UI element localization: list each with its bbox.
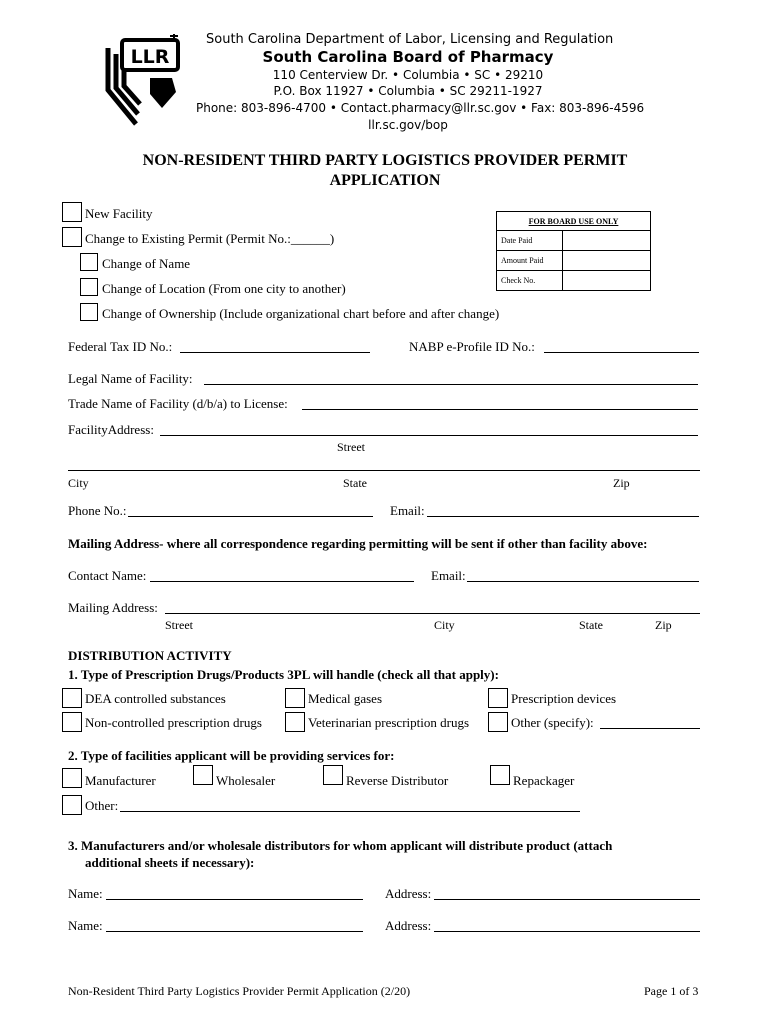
veterinarian-label: Veterinarian prescription drugs <box>308 715 470 730</box>
name2-field[interactable] <box>106 931 363 932</box>
mailing-zip-caption: Zip <box>655 618 672 632</box>
department-name: South Carolina Department of Labor, Licensing and Regulation <box>206 32 614 47</box>
form-title-line2: APPLICATION <box>329 172 441 189</box>
dea-checkbox[interactable] <box>62 688 82 708</box>
legal-name-field[interactable] <box>204 384 698 385</box>
manufacturer-label: Manufacturer <box>85 773 156 788</box>
reverse-distributor-checkbox[interactable] <box>323 765 343 785</box>
facility-city-caption: City <box>68 476 89 490</box>
other-specify-field[interactable] <box>600 728 700 729</box>
amount-paid-cell <box>563 251 651 271</box>
question-3-line1: 3. Manufacturers and/or wholesale distributors for whom applicant will distribute product (attach <box>68 838 613 853</box>
nabp-field[interactable] <box>544 352 699 353</box>
street-address: 110 Centerview Dr. • Columbia • SC • 29210 <box>272 68 544 82</box>
change-existing-label: Change to Existing Permit (Permit No.:______) <box>85 231 335 246</box>
wholesaler-checkbox[interactable] <box>193 765 213 785</box>
wholesaler-label: Wholesaler <box>216 773 276 788</box>
repackager-label: Repackager <box>513 773 575 788</box>
email-label: Email: <box>390 503 425 518</box>
manufacturer-checkbox[interactable] <box>62 768 82 788</box>
prescription-devices-label: Prescription devices <box>511 691 617 706</box>
medical-gases-checkbox[interactable] <box>285 688 305 708</box>
question-1: 1. Type of Prescription Drugs/Products 3PL will handle (check all that apply): <box>68 667 499 682</box>
prescription-devices-checkbox[interactable] <box>488 688 508 708</box>
non-controlled-label: Non-controlled prescription drugs <box>85 715 262 730</box>
legal-name-label: Legal Name of Facility: <box>68 371 193 386</box>
other-specify-label: Other (specify): <box>511 715 594 730</box>
mailing-address-field[interactable] <box>165 613 700 614</box>
board-use-heading: FOR BOARD USE ONLY <box>497 212 651 231</box>
question-2: 2. Type of facilities applicant will be providing services for: <box>68 748 395 763</box>
email-field[interactable] <box>427 516 699 517</box>
mailing-heading: Mailing Address- where all correspondence regarding permitting will be sent if other than facility above: <box>68 536 648 551</box>
contact-name-label: Contact Name: <box>68 568 147 583</box>
address2-field[interactable] <box>434 931 700 932</box>
contact-info: Phone: 803-896-4700 • Contact.pharmacy@llr.sc.gov • Fax: 803-896-4596 <box>196 101 645 115</box>
change-name-label: Change of Name <box>102 256 191 271</box>
mailing-street-caption: Street <box>165 618 193 632</box>
footer-page-number: Page 1 of 3 <box>644 984 699 998</box>
distribution-heading: DISTRIBUTION ACTIVITY <box>68 648 232 663</box>
facility-zip-caption: Zip <box>613 476 630 490</box>
po-box-address: P.O. Box 11927 • Columbia • SC 29211-1927 <box>273 84 543 98</box>
change-name-checkbox[interactable] <box>80 253 98 271</box>
new-facility-checkbox[interactable] <box>62 202 82 222</box>
mailing-city-caption: City <box>434 618 455 632</box>
form-title-line1: NON-RESIDENT THIRD PARTY LOGISTICS PROVIDER PERMIT <box>142 152 628 169</box>
facility-city-state-zip-field[interactable] <box>68 470 700 471</box>
mailing-email-label: Email: <box>431 568 466 583</box>
date-paid-label: Date Paid <box>497 231 563 251</box>
change-location-label: Change of Location (From one city to another) <box>102 281 346 296</box>
other-facility-field[interactable] <box>120 811 580 812</box>
question-3-line2: additional sheets if necessary): <box>85 855 255 870</box>
amount-paid-label: Amount Paid <box>497 251 563 271</box>
other-specify-checkbox[interactable] <box>488 712 508 732</box>
facility-street-caption: Street <box>337 440 365 454</box>
phone-label: Phone No.: <box>68 503 127 518</box>
board-name: South Carolina Board of Pharmacy <box>262 48 554 66</box>
federal-tax-field[interactable] <box>180 352 370 353</box>
new-facility-label: New Facility <box>85 206 153 221</box>
phone-field[interactable] <box>128 516 373 517</box>
other-facility-label: Other: <box>85 798 119 813</box>
check-no-label: Check No. <box>497 271 563 291</box>
address1-label: Address: <box>385 886 432 901</box>
mailing-email-field[interactable] <box>467 581 699 582</box>
dea-label: DEA controlled substances <box>85 691 226 706</box>
llr-logo <box>100 32 186 130</box>
date-paid-cell <box>563 231 651 251</box>
trade-name-field[interactable] <box>302 409 698 410</box>
facility-address-label: FacilityAddress: <box>68 422 154 437</box>
reverse-distributor-label: Reverse Distributor <box>346 773 449 788</box>
facility-address-street-field[interactable] <box>160 435 698 436</box>
mailing-address-label: Mailing Address: <box>68 600 158 615</box>
trade-name-label: Trade Name of Facility (d/b/a) to License: <box>68 396 288 411</box>
change-ownership-label: Change of Ownership (Include organizational chart before and after change) <box>102 306 500 321</box>
veterinarian-checkbox[interactable] <box>285 712 305 732</box>
name2-label: Name: <box>68 918 103 933</box>
medical-gases-label: Medical gases <box>308 691 383 706</box>
check-no-cell <box>563 271 651 291</box>
name1-field[interactable] <box>106 899 363 900</box>
change-location-checkbox[interactable] <box>80 278 98 296</box>
address1-field[interactable] <box>434 899 700 900</box>
nabp-label: NABP e-Profile ID No.: <box>409 339 535 354</box>
repackager-checkbox[interactable] <box>490 765 510 785</box>
logo-text: LLR <box>130 46 170 68</box>
other-facility-checkbox[interactable] <box>62 795 82 815</box>
non-controlled-checkbox[interactable] <box>62 712 82 732</box>
contact-name-field[interactable] <box>150 581 414 582</box>
change-existing-checkbox[interactable] <box>62 227 82 247</box>
website: llr.sc.gov/bop <box>368 118 448 132</box>
facility-state-caption: State <box>343 476 367 490</box>
name1-label: Name: <box>68 886 103 901</box>
address2-label: Address: <box>385 918 432 933</box>
footer-form-name: Non-Resident Third Party Logistics Provider Permit Application (2/20) <box>68 984 411 998</box>
change-ownership-checkbox[interactable] <box>80 303 98 321</box>
board-use-table <box>496 211 651 291</box>
mailing-state-caption: State <box>579 618 603 632</box>
federal-tax-label: Federal Tax ID No.: <box>68 339 173 354</box>
